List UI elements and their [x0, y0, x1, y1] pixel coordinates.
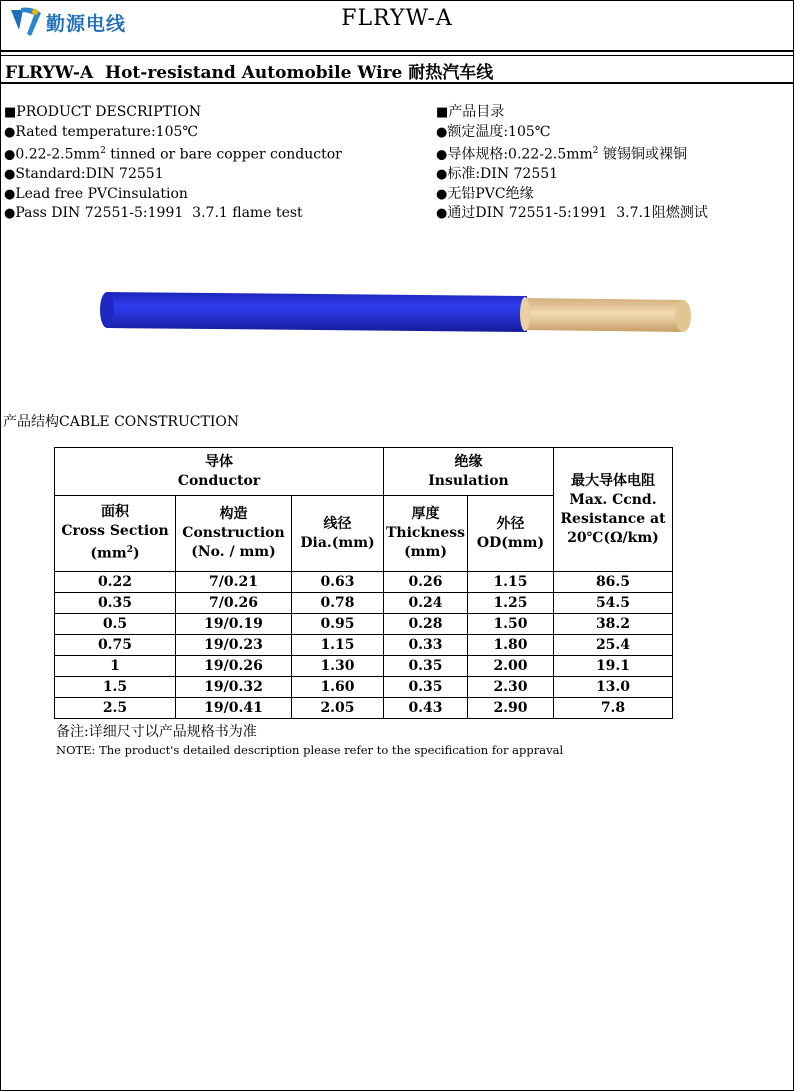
table-cell: 54.5 [554, 593, 673, 614]
table-cell: 0.35 [384, 656, 468, 677]
table-cell: 86.5 [554, 572, 673, 593]
spec-item: ●Lead free PVCinsulation [4, 185, 188, 202]
table-cell: 0.26 [384, 572, 468, 593]
bullet-icon: ● [436, 186, 448, 202]
table-cell: 1.25 [468, 593, 554, 614]
table-cell: 1.50 [468, 614, 554, 635]
header-diameter: 线径 Dia.(mm) [292, 496, 384, 572]
table-cell: 1 [55, 656, 176, 677]
spec-item: ●通过DIN 72551-5:1991 3.7.1阻燃测试 [436, 205, 708, 222]
table-cell: 0.24 [384, 593, 468, 614]
table-cell: 1.60 [292, 677, 384, 698]
table-cell: 0.28 [384, 614, 468, 635]
table-row [55, 635, 673, 656]
table-row [55, 677, 673, 698]
bullet-icon: ● [4, 206, 16, 222]
description-heading: ■PRODUCT DESCRIPTION [4, 104, 202, 120]
table-cell: 13.0 [554, 677, 673, 698]
spec-item: ●Rated temperature:105℃ [4, 123, 199, 140]
table-cell: 0.33 [384, 635, 468, 656]
spec-item: ●无铅PVC绝缘 [436, 185, 534, 202]
header-insulation: 绝缘 Insulation [384, 448, 554, 496]
spec-item: ●Pass DIN 72551-5:1991 3.7.1 flame test [4, 205, 303, 222]
cable-construction-table [54, 447, 673, 719]
table-row [55, 593, 673, 614]
table-cell: 7.8 [554, 698, 673, 719]
table-cell: 2.00 [468, 656, 554, 677]
table-cell: 2.5 [55, 698, 176, 719]
table-cell: 1.30 [292, 656, 384, 677]
note-cn: 备注:详细尺寸以产品规格书为准 [56, 724, 257, 740]
bullet-icon: ● [436, 147, 448, 163]
product-description-en [4, 103, 342, 224]
header-thickness: 厚度 Thickness (mm) [384, 496, 468, 572]
table-row [55, 572, 673, 593]
wire-product-image [95, 288, 695, 340]
table-cell: 1.80 [468, 635, 554, 656]
table-cell: 2.30 [468, 677, 554, 698]
table-cell: 1.5 [55, 677, 176, 698]
table-cell: 0.78 [292, 593, 384, 614]
spec-item: ●额定温度:105℃ [436, 123, 551, 140]
table-cell: 2.05 [292, 698, 384, 719]
bullet-icon: ● [4, 186, 16, 202]
table-cell: 7/0.26 [176, 593, 292, 614]
page-title: FLRYW-A [341, 6, 453, 31]
table-cell: 0.63 [292, 572, 384, 593]
bullet-icon: ● [436, 206, 448, 222]
description-heading: ■产品目录 [436, 104, 505, 120]
bullet-icon: ● [4, 147, 16, 163]
table-cell: 19.1 [554, 656, 673, 677]
table-cell: 1.15 [468, 572, 554, 593]
section-title: 产品结构CABLE CONSTRUCTION [3, 414, 240, 430]
table-row [55, 656, 673, 677]
table-cell: 19/0.32 [176, 677, 292, 698]
table-cell: 0.95 [292, 614, 384, 635]
table-cell: 7/0.21 [176, 572, 292, 593]
table-cell: 25.4 [554, 635, 673, 656]
product-subtitle: FLRYW-A Hot-resistand Automobile Wire 耐热汽车线 [5, 63, 494, 83]
bullet-icon: ● [4, 124, 16, 140]
table-cell: 0.43 [384, 698, 468, 719]
table-cell: 2.90 [468, 698, 554, 719]
header-construction: 构造 Construction (No. / mm) [176, 496, 292, 572]
spec-item: ●导体规格$:0.22-2.5mm^2$ 镀锡铜或裸铜 [436, 146, 687, 163]
table-row [55, 698, 673, 719]
table-cell: 0.35 [55, 593, 176, 614]
bullet-icon: ● [436, 167, 448, 183]
table-cell: 1.15 [292, 635, 384, 656]
divider [0, 55, 794, 56]
bullet-icon: ● [436, 124, 448, 140]
table-cell: 19/0.26 [176, 656, 292, 677]
table-cell: 0.75 [55, 635, 176, 656]
square-bullet-icon: ■ [436, 105, 449, 120]
table-cell: 19/0.19 [176, 614, 292, 635]
header-cross-section: 面积 Cross Section $(mm^2)$ [55, 496, 176, 572]
spec-item: $●0.22-2.5mm^2$ tinned or bare copper conductor [4, 146, 342, 163]
product-description-cn [436, 103, 708, 224]
table-row [55, 614, 673, 635]
spec-item: ●标准:DIN 72551 [436, 166, 559, 183]
table-cell: 0.35 [384, 677, 468, 698]
table-cell: 0.5 [55, 614, 176, 635]
divider [0, 82, 794, 84]
table-cell: 0.22 [55, 572, 176, 593]
header-max-resistance: 最大导体电阻 Max. Ccnd. Resistance at 20℃(Ω/km) [554, 448, 673, 572]
table-cell: 19/0.41 [176, 698, 292, 719]
note-en: NOTE: The product's detailed description please refer to the specification for appraval [56, 743, 564, 757]
header-outer-diameter: 外径 OD(mm) [468, 496, 554, 572]
logo-text: 勤源电线 [46, 12, 127, 35]
spec-item: ●Standard:DIN 72551 [4, 166, 164, 183]
square-bullet-icon: ■ [4, 105, 17, 120]
divider [0, 50, 794, 52]
table-cell: 38.2 [554, 614, 673, 635]
bullet-icon: ● [4, 167, 16, 183]
table-cell: 19/0.23 [176, 635, 292, 656]
header-conductor: 导体 Conductor [55, 448, 384, 496]
